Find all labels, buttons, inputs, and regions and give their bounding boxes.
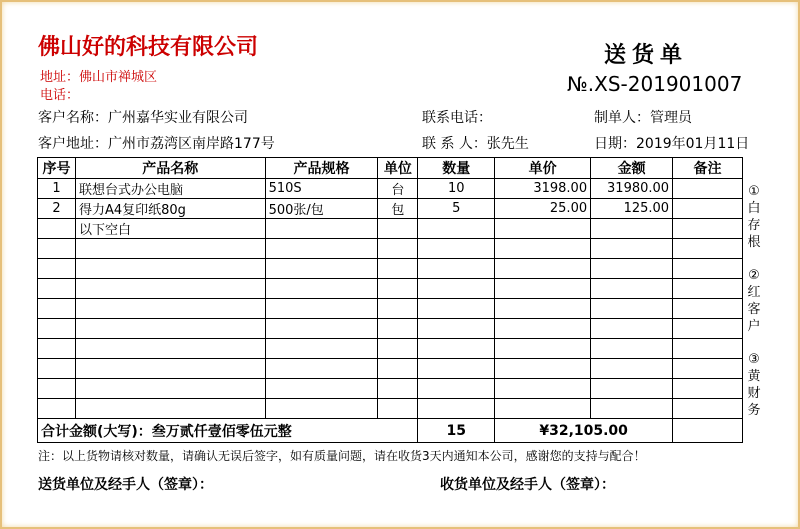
table-row <box>38 279 743 299</box>
table-cell <box>38 359 76 379</box>
total-quantity: 15 <box>418 419 495 443</box>
table-cell <box>673 299 743 319</box>
table-cell <box>418 399 495 419</box>
table-cell <box>75 339 265 359</box>
header-cell: 单价 <box>495 158 591 179</box>
table-cell <box>418 319 495 339</box>
table-cell <box>418 299 495 319</box>
contact-phone-label: 联系电话： <box>422 110 492 126</box>
table-cell <box>265 359 378 379</box>
table-cell <box>591 399 673 419</box>
total-amount-words: 合计金额(大写)：叁万贰仟壹佰零伍元整 <box>38 419 418 443</box>
header-cell: 金额 <box>591 158 673 179</box>
sender-signature-label: 送货单位及经手人（签章）： <box>38 477 213 493</box>
table-row <box>38 259 743 279</box>
table-cell <box>38 279 76 299</box>
maker: 管理员 <box>650 110 692 126</box>
footer-note: 注：以上货物请核对数量，请确认无误后签字，如有质量问题，请在收货3天内通知本公司，感谢您的支持与配合！ <box>38 449 646 463</box>
table-cell <box>75 259 265 279</box>
table-header-row <box>38 158 743 179</box>
table-cell <box>265 379 378 399</box>
company-phone: 电话： <box>40 88 80 103</box>
customer-name: 广州嘉华实业有限公司 <box>108 110 248 126</box>
document-number: №.XS-201901007 <box>567 72 743 96</box>
table-cell <box>495 239 591 259</box>
total-row <box>38 419 743 443</box>
contact-person-row <box>422 133 529 153</box>
table-cell <box>591 319 673 339</box>
table-cell <box>495 299 591 319</box>
table-cell <box>418 359 495 379</box>
table-cell <box>673 319 743 339</box>
table-cell <box>495 379 591 399</box>
customer-name-row <box>38 107 248 127</box>
table-cell: 31980.00 <box>591 179 673 199</box>
table-cell <box>38 299 76 319</box>
table-cell <box>378 299 418 319</box>
date-label: 日期： <box>594 136 636 152</box>
date-row <box>594 133 749 153</box>
table-cell <box>591 359 673 379</box>
document-title: 送货单 <box>604 42 689 68</box>
table-cell <box>378 359 418 379</box>
table-cell <box>591 239 673 259</box>
total-remark <box>673 419 743 443</box>
table-cell <box>38 319 76 339</box>
table-cell <box>495 359 591 379</box>
header-cell: 单位 <box>378 158 418 179</box>
table-row <box>38 299 743 319</box>
table-cell <box>75 239 265 259</box>
table-cell: 25.00 <box>495 199 591 219</box>
contact-phone-row <box>422 107 492 127</box>
table-cell <box>75 319 265 339</box>
table-cell <box>673 279 743 299</box>
table-cell <box>75 279 265 299</box>
table-cell <box>418 279 495 299</box>
table-row <box>38 219 743 239</box>
table-cell <box>495 319 591 339</box>
table-cell: 1 <box>38 179 76 199</box>
table-cell <box>591 379 673 399</box>
table-cell <box>75 359 265 379</box>
table-cell: 以下空白 <box>75 219 265 239</box>
table-row <box>38 379 743 399</box>
table-cell <box>265 399 378 419</box>
table-row <box>38 239 743 259</box>
table-cell <box>495 279 591 299</box>
goods-table <box>37 157 743 443</box>
customer-address-row <box>38 133 275 153</box>
table-cell: 125.00 <box>591 199 673 219</box>
table-cell <box>75 299 265 319</box>
contact-person: 张先生 <box>486 136 529 152</box>
table-cell <box>673 379 743 399</box>
table-cell <box>265 319 378 339</box>
contact-person-label: 联 系 人： <box>422 136 487 152</box>
header-cell: 数量 <box>418 158 495 179</box>
table-cell <box>265 239 378 259</box>
total-amount: ¥32,105.00 <box>495 419 673 443</box>
table-cell <box>495 259 591 279</box>
table-cell <box>591 219 673 239</box>
company-name: 佛山好的科技有限公司 <box>38 34 259 60</box>
maker-row <box>594 107 692 127</box>
maker-label: 制单人： <box>594 110 650 126</box>
receiver-signature-label: 收货单位及经手人（签章）： <box>440 477 615 493</box>
table-cell <box>673 219 743 239</box>
table-cell <box>673 179 743 199</box>
table-cell <box>591 279 673 299</box>
header-cell: 产品规格 <box>265 158 378 179</box>
table-cell: 500张/包 <box>265 199 378 219</box>
table-cell <box>673 359 743 379</box>
table-cell <box>75 399 265 419</box>
table-cell <box>38 379 76 399</box>
header-cell: 备注 <box>673 158 743 179</box>
table-cell <box>673 199 743 219</box>
table-row <box>38 399 743 419</box>
table-cell <box>378 319 418 339</box>
table-cell <box>495 219 591 239</box>
customer-address-label: 客户地址： <box>38 136 108 152</box>
date: 2019年01月11日 <box>636 136 750 152</box>
table-cell <box>378 379 418 399</box>
table-cell <box>418 219 495 239</box>
table-cell <box>378 399 418 419</box>
table-cell <box>378 279 418 299</box>
table-row <box>38 179 743 199</box>
table-cell <box>38 239 76 259</box>
table-cell: 510S <box>265 179 378 199</box>
table-cell <box>378 239 418 259</box>
table-cell: 得力A4复印纸80g <box>75 199 265 219</box>
table-cell <box>418 339 495 359</box>
table-row <box>38 359 743 379</box>
copy-label-white: ①白存根 <box>747 184 761 250</box>
table-cell <box>673 239 743 259</box>
table-cell <box>265 259 378 279</box>
table-cell <box>75 379 265 399</box>
table-cell <box>673 399 743 419</box>
table-cell: 包 <box>378 199 418 219</box>
table-row <box>38 319 743 339</box>
copy-label-red: ②红客户 <box>747 268 761 334</box>
table-cell <box>38 399 76 419</box>
table-cell: 2 <box>38 199 76 219</box>
table-cell <box>378 339 418 359</box>
header-cell: 序号 <box>38 158 76 179</box>
table-cell <box>418 259 495 279</box>
table-cell <box>418 379 495 399</box>
table-cell: 台 <box>378 179 418 199</box>
table-cell <box>265 219 378 239</box>
table-cell <box>591 299 673 319</box>
table-cell <box>378 219 418 239</box>
copy-label-yellow: ③黄财务 <box>747 352 761 418</box>
table-cell <box>418 239 495 259</box>
table-cell <box>265 279 378 299</box>
customer-name-label: 客户名称： <box>38 110 108 126</box>
customer-address: 广州市荔湾区南岸路177号 <box>108 136 275 152</box>
table-cell <box>378 259 418 279</box>
table-cell <box>673 259 743 279</box>
table-cell: 5 <box>418 199 495 219</box>
table-cell <box>495 399 591 419</box>
table-cell: 3198.00 <box>495 179 591 199</box>
header-cell: 产品名称 <box>75 158 265 179</box>
table-cell: 联想台式办公电脑 <box>75 179 265 199</box>
table-row <box>38 339 743 359</box>
table-cell <box>591 339 673 359</box>
table-row <box>38 199 743 219</box>
table-cell <box>265 339 378 359</box>
table-cell <box>495 339 591 359</box>
company-address: 地址：佛山市禅城区 <box>40 70 158 85</box>
table-cell <box>38 339 76 359</box>
table-cell <box>38 259 76 279</box>
table-cell <box>38 219 76 239</box>
table-cell <box>673 339 743 359</box>
table-cell: 10 <box>418 179 495 199</box>
table-cell <box>265 299 378 319</box>
table-cell <box>591 259 673 279</box>
